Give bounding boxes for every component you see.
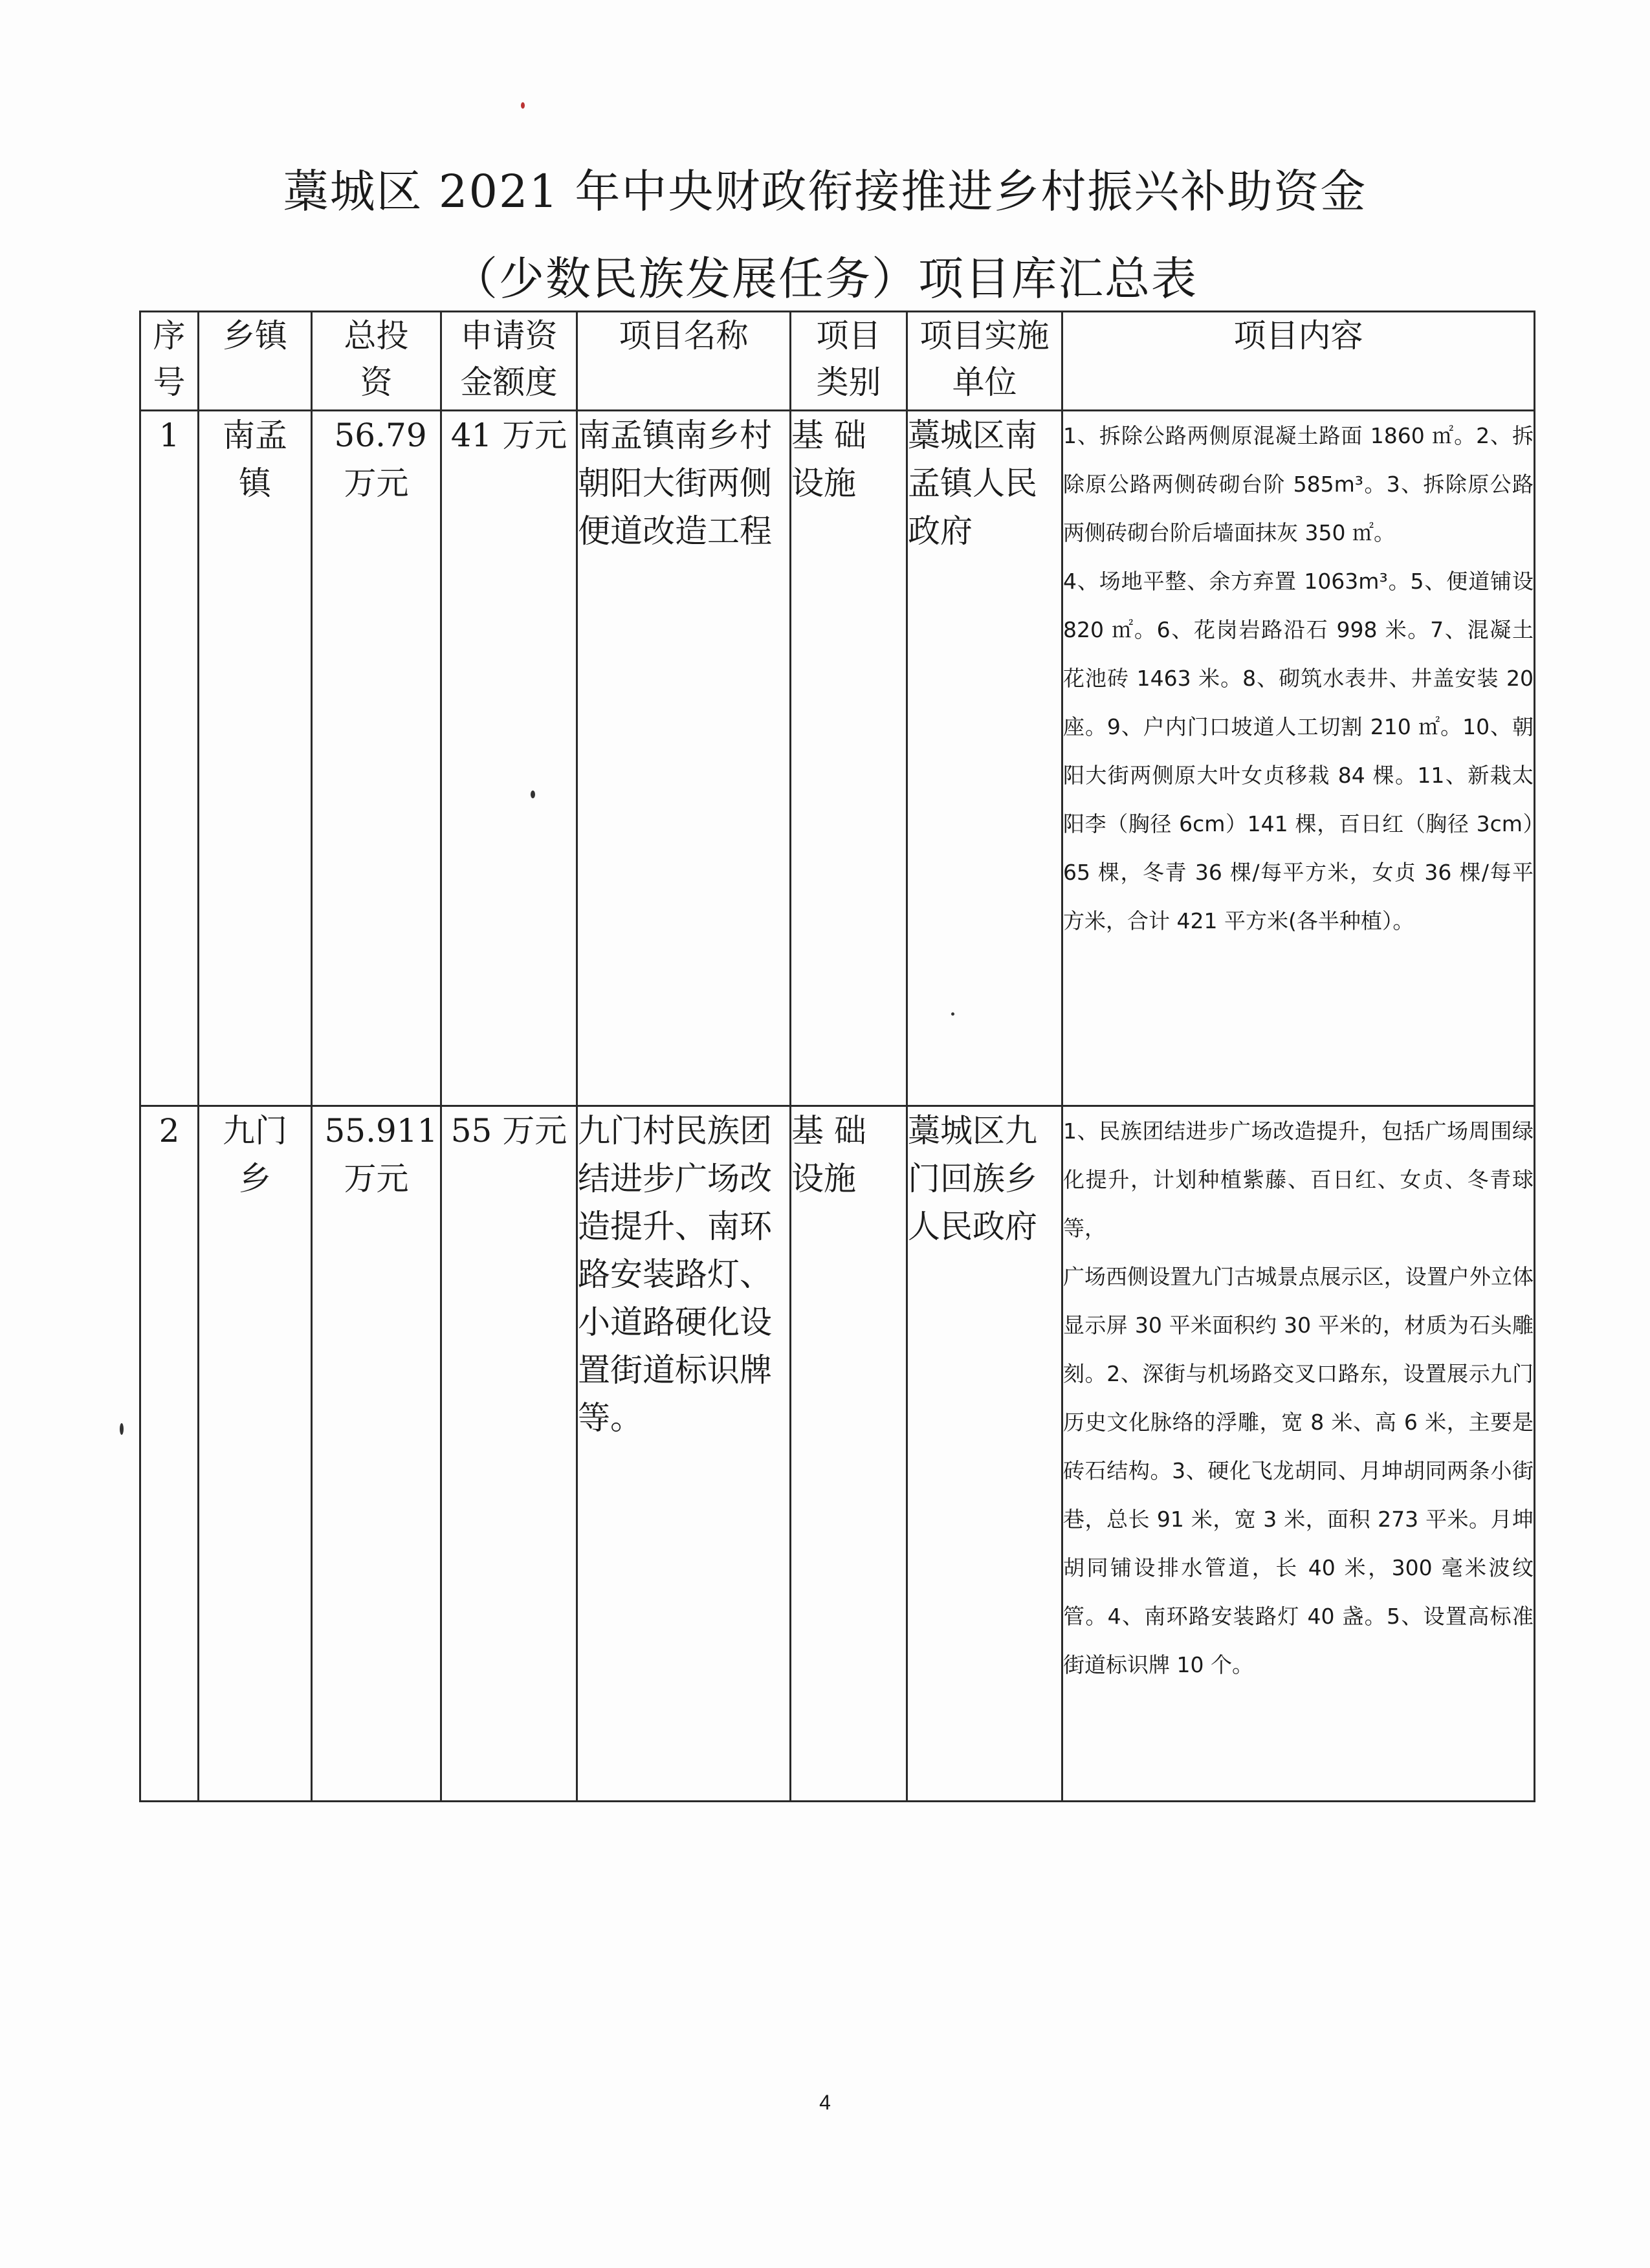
table-row [140,1106,1535,1802]
header-category: 项目类别 [791,312,907,411]
header-investment: 总投资 [312,312,441,411]
row1-seq: 1 [140,411,199,1106]
row2-requested: 55 万元 [441,1106,577,1802]
row1-investment: 56.79 万元 [312,411,441,1106]
row2-category: 基 础 设施 [791,1106,907,1802]
table-row [140,411,1535,1106]
page-number: 4 [819,2091,831,2114]
row1-content-part2: 4、场地平整、余方弃置 1063m³。5、便道铺设 820 ㎡。6、花岗岩路沿石 998 米。7、混凝土花池砖 1463 米。8、砌筑水表井、井盖安装 20 座。9、户内门口坡道人工切割 210 ㎡。10、朝阳大街两侧原大叶女贞移栽 84 棵。11、新栽太阳李（胸径 6cm）141 棵，百日红（胸径 3cm）65 棵，冬青 36 棵/每平方米，女贞 36 棵/每平方米，合计 421 平方米(各半种植）。 [1063,569,1534,933]
project-table [139,311,1535,1802]
header-seq: 序号 [140,312,199,411]
row2-content-part2: 广场西侧设置九门古城景点展示区，设置户外立体显示屏 30 平米面积约 30 平米的，材质为石头雕刻。2、深街与机场路交叉口路东，设置展示九门历史文化脉络的浮雕，宽 8 米、高 6 米，主要是砖石结构。3、硬化飞龙胡同、月坤胡同两条小街巷，总长 91 米，宽 3 米，面积 273 平米。月坤胡同铺设排水管道，长 40 米，300 毫米波纹管。4、南环路安装路灯 40 盏。5、设置高标准街道标识牌 10 个。 [1063,1264,1534,1677]
row2-investment: 55.911 万元 [312,1106,441,1802]
scan-speck [951,1012,954,1016]
header-requested: 申请资金额度 [441,312,577,411]
document-title-line1: 藁城区 2021 年中央财政衔接推进乡村振兴补助资金 [283,165,1367,218]
row2-project-name: 九门村民族团结进步广场改造提升、南环路安装路灯、小道路硬化设置街道标识牌等。 [577,1106,791,1802]
scan-speck [120,1423,124,1435]
scan-speck [521,102,525,109]
document-title-line2: （少数民族发展任务）项目库汇总表 [452,252,1198,305]
row1-category: 基 础 设施 [791,411,907,1106]
table-header-row [140,312,1535,411]
row1-town: 南孟镇 [199,411,312,1106]
row2-town: 九门乡 [199,1106,312,1802]
row1-project-name: 南孟镇南乡村朝阳大街两侧便道改造工程 [577,411,791,1106]
header-unit: 项目实施单位 [907,312,1062,411]
row2-seq: 2 [140,1106,199,1802]
row1-unit: 藁城区南孟镇人民政府 [907,411,1062,1106]
header-content: 项目内容 [1062,312,1535,411]
scan-speck [531,791,535,798]
row1-content-part1: 1、拆除公路两侧原混凝土路面 1860 ㎡。2、拆除原公路两侧砖砌台阶 585m³。3、拆除原公路两侧砖砌台阶后墙面抹灰 350 ㎡。 [1063,423,1534,545]
row2-unit: 藁城区九门回族乡人民政府 [907,1106,1062,1802]
row2-content-part1: 1、民族团结进步广场改造提升，包括广场周围绿化提升，计划种植紫藤、百日红、女贞、冬青球等， [1063,1118,1534,1241]
row1-content [1062,411,1535,1106]
header-town: 乡镇 [199,312,312,411]
row2-content [1062,1106,1535,1802]
header-project-name: 项目名称 [577,312,791,411]
row1-requested: 41 万元 [441,411,577,1106]
